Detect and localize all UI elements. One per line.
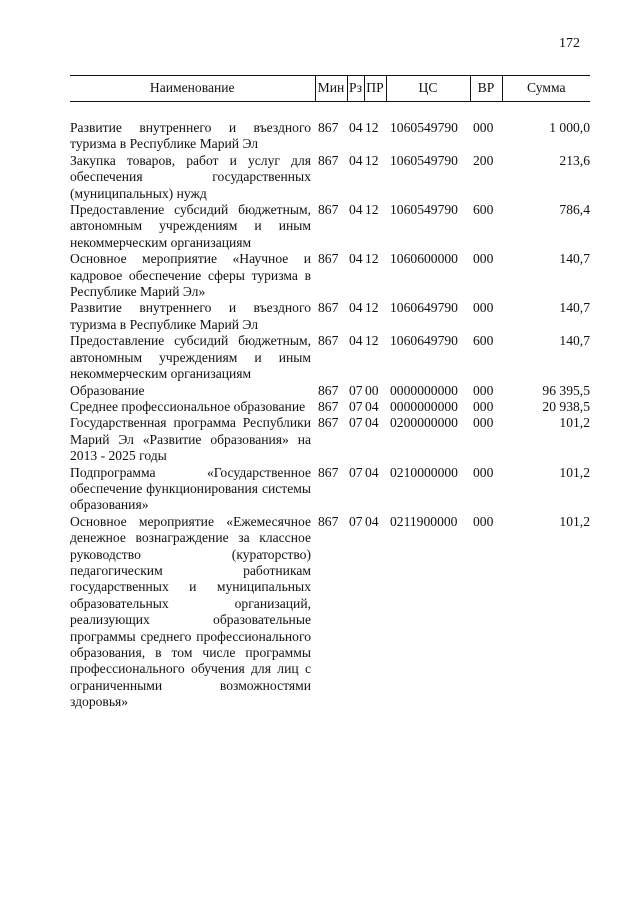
- row-rz: 04: [349, 120, 363, 135]
- row-sum: 20 938,5: [542, 398, 590, 414]
- header-name: Наименование: [70, 76, 315, 102]
- row-cs: 0200000000: [390, 415, 458, 431]
- row-name: Предоставление субсидий бюджетным, автономным учреждениям и иным некоммерческим организациям: [70, 202, 311, 250]
- row-name: Основное мероприятие «Ежемесячное денежное вознаграждение за классное руководство (кураторство) педагогическим работникам государственных и муниципальных образовательных организаций, реализующих образовательные программы среднего профессионального образования, в том числе программы профессионального обучения для лиц с ограниченными возможностями здоровья»: [70, 513, 311, 710]
- row-pr: 12: [365, 333, 379, 349]
- table-row: [70, 514, 590, 711]
- row-rz: 07: [349, 382, 363, 398]
- row-sum: 101,2: [559, 464, 590, 480]
- row-sum: 786,4: [559, 202, 590, 218]
- row-rz: 04: [349, 152, 363, 168]
- row-name: Развитие внутреннего и въездного туризма в Республике Марий Эл: [70, 120, 311, 152]
- row-cs: 1060649790: [390, 300, 458, 316]
- row-rz: 07: [349, 513, 363, 529]
- row-cs: 1060649790: [390, 333, 458, 349]
- row-vr: 000: [473, 398, 494, 414]
- header-sum: Сумма: [502, 76, 590, 102]
- row-pr: 12: [365, 202, 379, 218]
- row-sum: 140,7: [559, 333, 590, 349]
- row-name: Предоставление субсидий бюджетным, автономным учреждениям и иным некоммерческим организациям: [70, 333, 311, 382]
- row-cs: 0210000000: [390, 464, 458, 480]
- row-cs: 1060549790: [390, 202, 458, 218]
- row-cs: 1060549790: [390, 152, 458, 168]
- row-cs: 0211900000: [390, 513, 458, 529]
- row-pr: 04: [365, 513, 379, 529]
- row-rz: 07: [349, 398, 363, 414]
- table-row: [70, 120, 590, 153]
- header-pr: ПР: [364, 76, 386, 102]
- header-cs: ЦС: [386, 76, 470, 102]
- row-vr: 000: [473, 300, 494, 316]
- row-vr: 600: [473, 202, 494, 218]
- row-cs: 0000000000: [390, 382, 458, 398]
- row-cs: 1060600000: [390, 251, 458, 267]
- row-pr: 04: [365, 415, 379, 431]
- row-sum: 101,2: [559, 415, 590, 431]
- table-row: [70, 399, 590, 415]
- row-sum: 213,6: [559, 152, 590, 168]
- row-rz: 04: [349, 300, 363, 316]
- row-name: Государственная программа Республики Марий Эл «Развитие образования» на 2013 - 2025 годы: [70, 415, 311, 464]
- row-rz: 04: [349, 333, 363, 349]
- row-name: Образование: [70, 382, 145, 398]
- row-pr: 12: [365, 251, 379, 267]
- row-name: Развитие внутреннего и въездного туризма в Республике Марий Эл: [70, 300, 311, 332]
- row-name: Основное мероприятие «Научное и кадровое обеспечение сферы туризма в Республике Марий Эл»: [70, 251, 311, 300]
- row-sum: 101,2: [559, 513, 590, 529]
- row-pr: 04: [365, 464, 379, 480]
- row-min: 867: [318, 251, 339, 267]
- row-vr: 000: [473, 464, 494, 480]
- row-min: 867: [318, 464, 339, 480]
- row-min: 867: [318, 120, 339, 135]
- row-sum: 140,7: [559, 251, 590, 267]
- row-pr: 12: [365, 300, 379, 316]
- row-min: 867: [318, 398, 339, 414]
- row-min: 867: [318, 513, 339, 529]
- table-header-row: [70, 76, 590, 102]
- row-name: Закупка товаров, работ и услуг для обеспечения государственных (муниципальных) нужд: [70, 152, 311, 201]
- budget-table: [70, 75, 590, 711]
- page-number: 172: [559, 36, 580, 51]
- row-min: 867: [318, 415, 339, 431]
- row-vr: 600: [473, 333, 494, 349]
- row-pr: 00: [365, 382, 379, 398]
- row-name: Среднее профессиональное образование: [70, 398, 306, 414]
- row-min: 867: [318, 333, 339, 349]
- row-min: 867: [318, 382, 339, 398]
- table-row: [70, 415, 590, 464]
- row-sum: 1 000,0: [549, 120, 590, 135]
- header-vr: ВР: [470, 76, 502, 102]
- table-row: [70, 300, 590, 333]
- row-rz: 07: [349, 464, 363, 480]
- header-rz: Рз: [347, 76, 364, 102]
- row-cs: 1060549790: [390, 120, 458, 135]
- row-min: 867: [318, 202, 339, 218]
- row-rz: 07: [349, 415, 363, 431]
- row-pr: 12: [365, 152, 379, 168]
- row-vr: 200: [473, 152, 494, 168]
- row-sum: 96 395,5: [542, 382, 590, 398]
- row-rz: 04: [349, 251, 363, 267]
- table-row: [70, 202, 590, 251]
- row-sum: 140,7: [559, 300, 590, 316]
- table-row: [70, 465, 590, 514]
- row-pr: 12: [365, 120, 379, 135]
- header-min: Мин: [315, 76, 347, 102]
- table-row: [70, 383, 590, 399]
- row-vr: 000: [473, 415, 494, 431]
- row-vr: 000: [473, 513, 494, 529]
- row-pr: 04: [365, 398, 379, 414]
- row-vr: 000: [473, 251, 494, 267]
- row-cs: 0000000000: [390, 398, 458, 414]
- row-min: 867: [318, 152, 339, 168]
- table-row: [70, 333, 590, 382]
- table-row: [70, 251, 590, 300]
- row-vr: 000: [473, 382, 494, 398]
- table-row: [70, 153, 590, 202]
- row-vr: 000: [473, 120, 494, 135]
- row-name: Подпрограмма «Государственное обеспечение функционирования системы образования»: [70, 464, 311, 513]
- row-min: 867: [318, 300, 339, 316]
- row-rz: 04: [349, 202, 363, 218]
